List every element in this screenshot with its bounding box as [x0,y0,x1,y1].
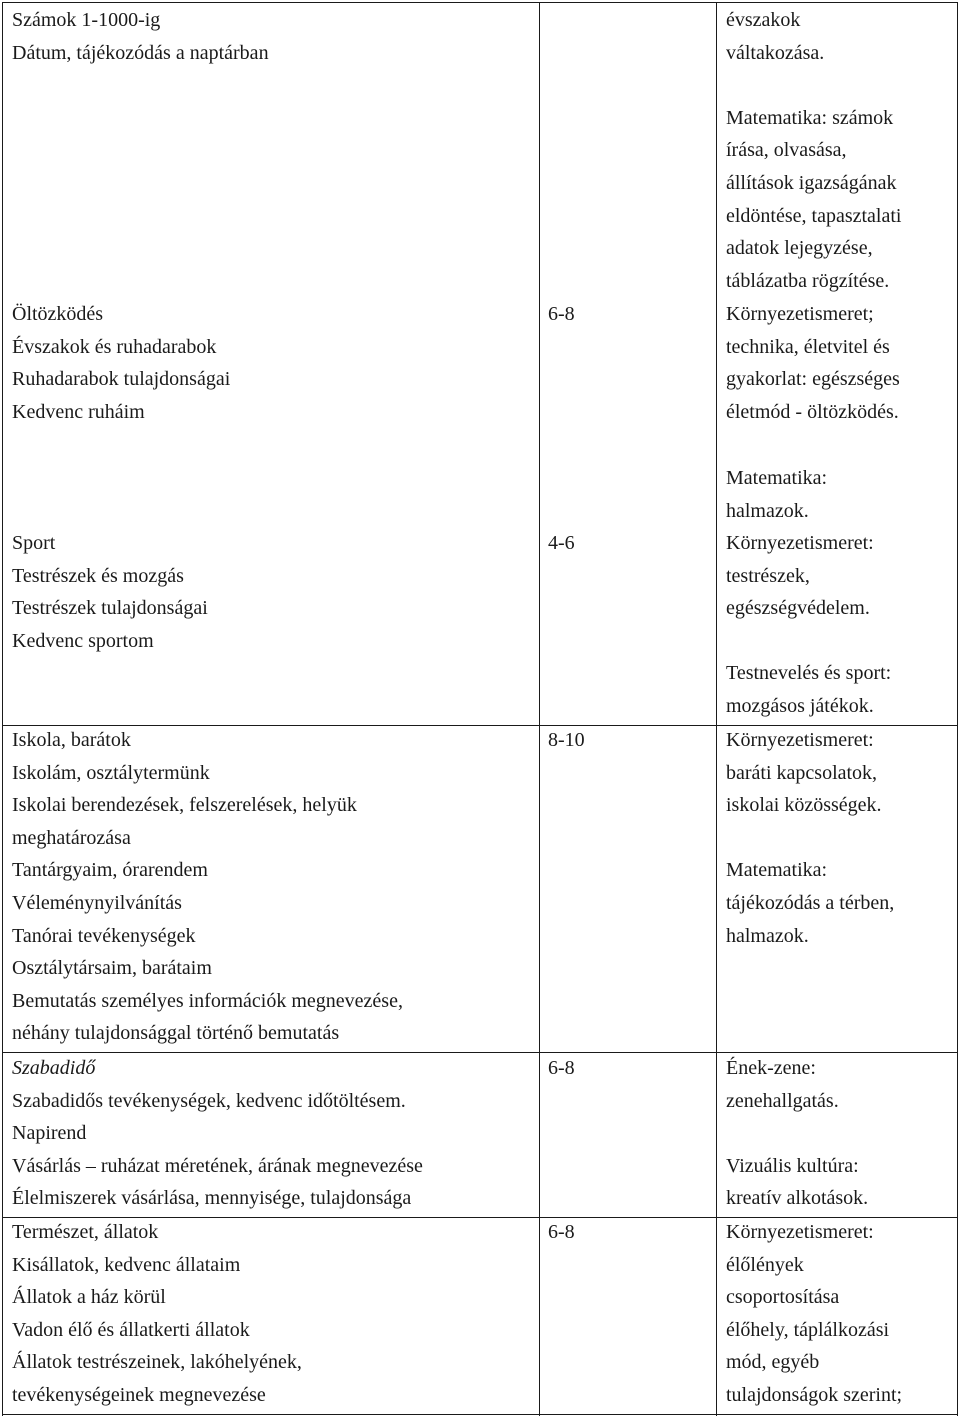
topic-line: Kedvenc ruháim [12,400,145,423]
hours-value: 6-8 [548,1057,575,1079]
hours-cell [548,724,718,757]
topic-line: Számok 1-1000-ig [12,9,161,31]
link-line: egészségvédelem. [726,597,870,620]
links-cell [726,462,958,527]
topic-line: Vásárlás – ruházat méretének, árának megnevezése [12,1154,423,1177]
links-cell [726,4,958,297]
hours-cell [548,298,718,331]
topic-line: Kedvenc sportom [12,629,154,652]
topic-line: Ruhadarabok tulajdonságai [12,368,231,391]
topic-line: Sport [12,532,56,554]
topic-line: Iskolai berendezések, felszerelések, helyük [12,794,357,817]
table-border-left [2,2,3,1416]
link-gap [726,1117,958,1150]
link-line: táblázatba rögzítése. [726,269,890,292]
topic-line: Évszakok és ruhadarabok [12,335,217,358]
link-line: Környezetismeret: [726,532,874,554]
link-line: állítások igazságának [726,171,897,194]
link-line: élőlények [726,1253,804,1276]
link-line: Környezetismeret: [726,1221,874,1243]
topic-line: Testrészek és mozgás [12,564,184,587]
link-gap [726,822,958,855]
link-line: baráti kapcsolatok, [726,761,878,784]
link-line: Vizuális kultúra: [726,1154,859,1177]
topic-line: Véleménynyilvánítás [12,891,182,914]
links-cell [726,298,958,428]
link-gap [726,69,958,102]
topic-line: meghatározása [12,826,131,849]
topic-line: Szabadidős tevékenységek, kedvenc időtöltésem. [12,1089,406,1112]
topic-line: Dátum, tájékozódás a naptárban [12,41,269,64]
topic-line: Természet, állatok [12,1221,159,1243]
topic-cell [12,724,537,1050]
topic-line: Kisállatok, kedvenc állataim [12,1253,241,1276]
link-line: Matematika: [726,467,828,489]
link-line: tájékozódás a térben, [726,891,895,914]
hours-value: 6-8 [548,1221,575,1243]
link-line: írása, olvasása, [726,139,847,162]
link-line: évszakok [726,9,801,31]
column-divider-2 [716,2,717,1416]
topic-cell [12,4,537,69]
links-cell [726,527,958,723]
topic-line: Öltözködés [12,303,104,325]
link-line: adatok lejegyzése, [726,237,873,260]
link-line: mód, egyéb [726,1351,820,1374]
topic-heading-italic: Szabadidő [12,1057,96,1079]
link-line: csoportosítása [726,1286,840,1309]
topic-line: tevékenységeinek megnevezése [12,1383,266,1406]
link-line: mozgásos játékok. [726,694,874,717]
link-line: életmód - öltözködés. [726,400,899,423]
topic-line: Osztálytársaim, barátaim [12,957,212,980]
link-line: technika, életvitel és [726,335,890,358]
hours-value: 6-8 [548,303,575,325]
link-line: Matematika: számok [726,106,894,129]
link-line: élőhely, táplálkozási [726,1318,890,1341]
link-line: Testnevelés és sport: [726,662,892,685]
link-line: halmazok. [726,499,809,522]
link-line: Ének-zene: [726,1057,816,1079]
topic-line: Élelmiszerek vásárlása, mennyisége, tulajdonsága [12,1187,412,1210]
topic-line: Állatok testrészeinek, lakóhelyének, [12,1351,302,1374]
links-cell [726,1216,958,1412]
hours-value: 4-6 [548,532,575,554]
topic-line: Tantárgyaim, órarendem [12,859,208,882]
topic-line: Iskola, barátok [12,729,131,751]
link-line: kreatív alkotások. [726,1187,869,1210]
link-line: testrészek, [726,564,810,587]
hours-cell [548,1052,718,1085]
hours-cell [548,527,718,560]
hours-cell [548,1216,718,1249]
link-line: zenehallgatás. [726,1089,839,1112]
link-line: halmazok. [726,924,809,947]
topic-line: Tanórai tevékenységek [12,924,196,947]
hours-value: 8-10 [548,729,585,751]
topic-line: néhány tulajdonsággal történő bemutatás [12,1022,340,1045]
links-cell [726,1052,958,1215]
link-line: gyakorlat: egészséges [726,368,900,391]
table-border-bottom [2,1414,957,1415]
topic-line: Bemutatás személyes információk megnevezése, [12,989,403,1012]
link-line: Környezetismeret: [726,729,874,751]
link-line: iskolai közösségek. [726,794,882,817]
topic-line: Iskolám, osztálytermünk [12,761,210,784]
topic-cell [12,527,537,657]
topic-line: Testrészek tulajdonságai [12,597,208,620]
link-gap [726,625,958,658]
link-line: Környezetismeret; [726,303,874,325]
topic-line: Állatok a ház körül [12,1286,166,1309]
topic-line: Napirend [12,1122,87,1145]
table-border-top [2,2,957,3]
topic-cell [12,1216,537,1412]
column-divider-1 [539,2,540,1416]
link-line: tulajdonságok szerint; [726,1383,903,1406]
topic-cell [12,1052,537,1215]
link-line: Matematika: [726,859,828,882]
link-line: eldöntése, tapasztalati [726,204,902,227]
link-line: váltakozása. [726,41,825,64]
links-cell [726,724,958,952]
topic-line: Vadon élő és állatkerti állatok [12,1318,250,1341]
topic-cell [12,298,537,428]
